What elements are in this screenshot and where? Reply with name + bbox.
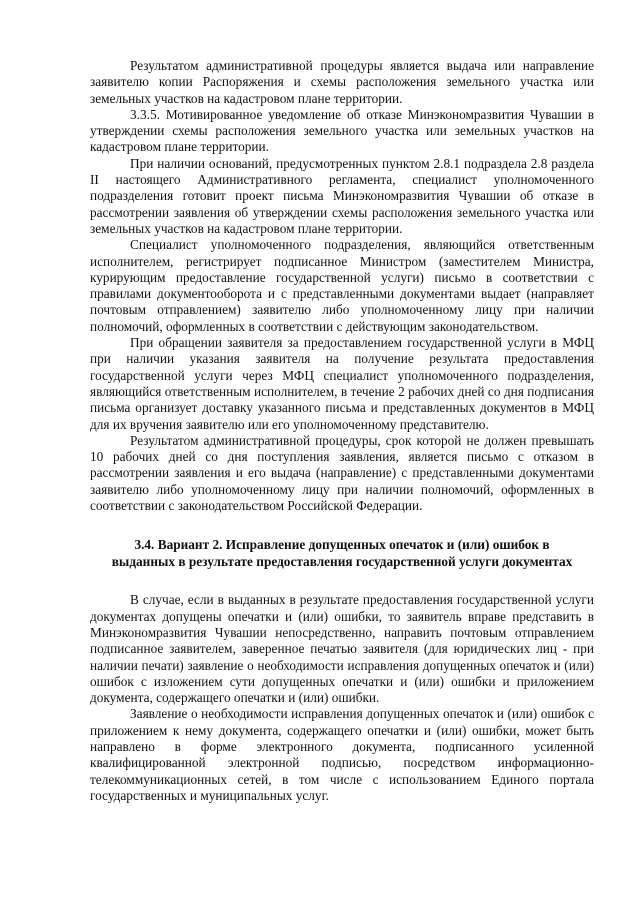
section-heading-line-2: выданных в результате предоставления государственной услуги документах	[111, 554, 573, 570]
paragraph-result-refusal: Результатом административной процедуры, срок которой не должен превышать 10 рабочих дней со дня поступления заявления, является письмо с отказом в рассмотрении заявления и его выдача (направление) с представленными документами заявителю либо уполномоченному лицу при наличии полномочий, оформленных в соответствии с законодательством Российской Федерации.	[90, 432, 594, 514]
paragraph-electronic-application: Заявление о необходимости исправления допущенных опечаток и (или) ошибок с приложением к нему документа, содержащего опечатки и (или) ошибки, может быть направлено в форме электронного документа, подписанного усиленной квалифицированной электронной подписью, посредством информационно-телекоммуникационных сетей, в том числе с использованием Единого портала государственных и муниципальных услуг.	[90, 706, 594, 803]
paragraph-mfc: При обращении заявителя за предоставлением государственной услуги в МФЦ при наличии указания заявителя на получение результата предоставления государственной услуги через МФЦ специалист уполномоченного подразделения, являющийся ответственным исполнителем, в течение 2 рабочих дней со дня подписания письма организует доставку указанного письма и представленных документов в МФЦ для их вручения заявителю или его уполномоченному представителю.	[90, 335, 594, 432]
paragraph-specialist: Специалист уполномоченного подразделения, являющийся ответственным исполнителем, регистрирует подписанное Министром (заместителем Министра, курирующим предоставление государственной услуги) письмо в соответствии с правилами документооборота и с представленными документами выдает (направляет почтовым отправлением) заявителю либо уполномоченному лицу при наличии полномочий, оформленных в соответствии с действующим законодательством.	[90, 237, 594, 334]
section-heading-line-1: 3.4. Вариант 2. Исправление допущенных опечаток и (или) ошибок в	[134, 537, 550, 553]
paragraph-errors-case: В случае, если в выданных в результате предоставления государственной услуги документах допущены опечатки и (или) ошибки, то заявитель вправе представить в Минэкономразвития Чувашии непосредственно, направить почтовым отправлением подписанное заявителем, заверенное печатью заявителя (для юридических лиц - при наличии печати) заявление о необходимости исправления допущенных опечаток и (или) ошибок с изложением сути допущенных опечатки и (или) ошибки и приложением документа, содержащего опечатки и (или) ошибки.	[90, 592, 594, 706]
paragraph-3-3-5: 3.3.5. Мотивированное уведомление об отказе Минэкономразвития Чувашии в утверждении схемы расположения земельного участка или земельных участков на кадастровом плане территории.	[90, 106, 594, 155]
section-heading	[90, 536, 594, 570]
paragraph-result-copy: Результатом административной процедуры является выдача или направление заявителю копии Распоряжения и схемы расположения земельного участка или земельных участков на кадастровом плане территории.	[90, 58, 594, 106]
paragraph-grounds: При наличии оснований, предусмотренных пунктом 2.8.1 подраздела 2.8 раздела II настоящего Административного регламента, специалист уполномоченного подразделения готовит проект письма Минэкономразвития Чувашии об отказе в рассмотрении заявления об утверждении схемы расположения земельного участка или земельных участков на кадастровом плане территории.	[90, 155, 594, 236]
document-page	[90, 58, 594, 804]
